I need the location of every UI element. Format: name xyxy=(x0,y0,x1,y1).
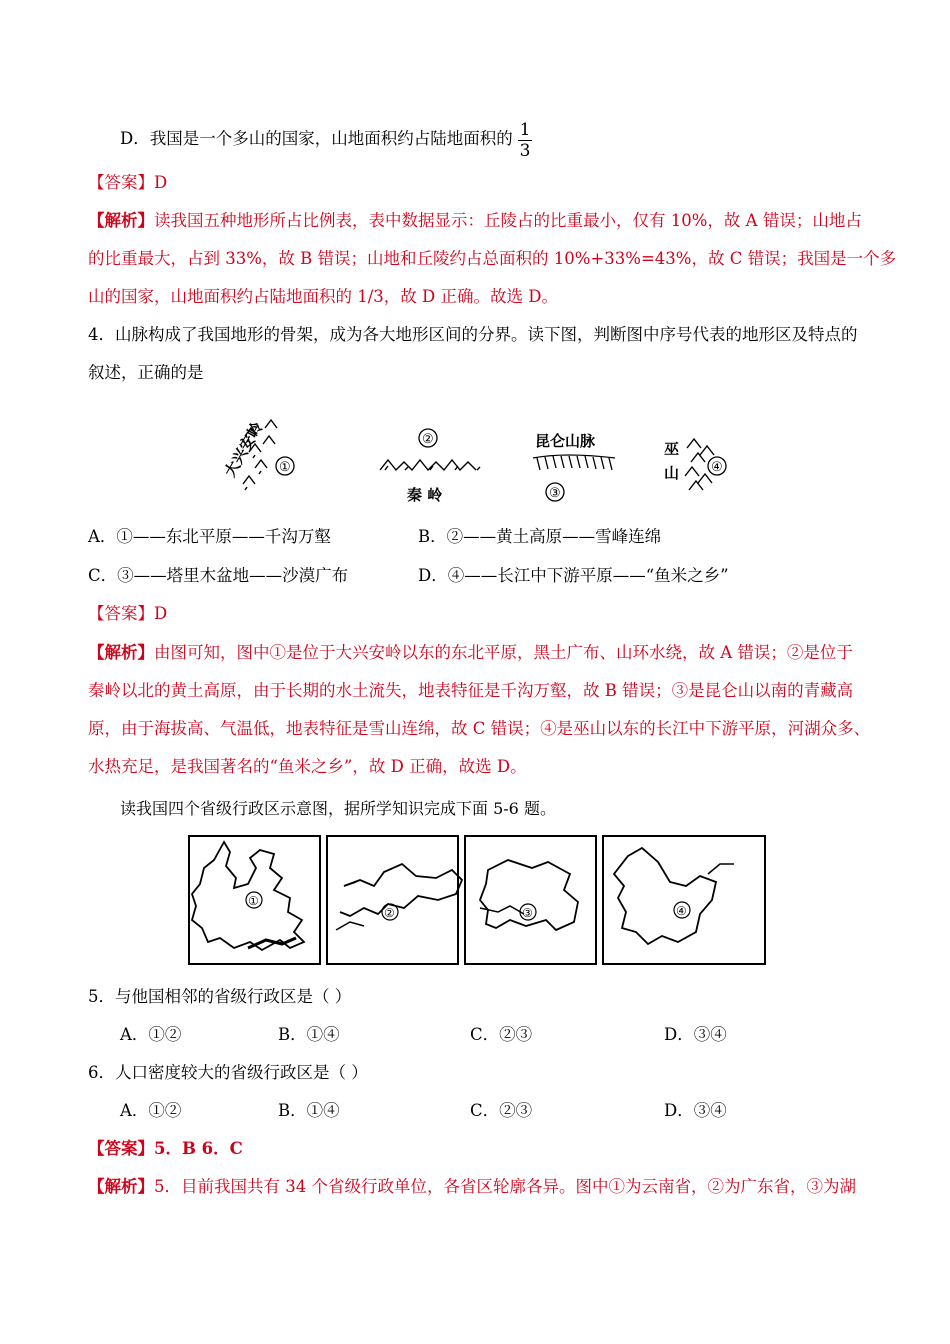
analysis-tag: 【解析】 xyxy=(88,211,154,230)
q5-option-a: A．①② xyxy=(120,1025,182,1044)
q4-analysis-line-4: 水热充足，是我国著名的“鱼米之乡”，故 D 正确，故选 D。 xyxy=(88,757,527,776)
analysis-tag: 【解析】 xyxy=(88,1177,154,1196)
label-n4: ④ xyxy=(711,460,723,475)
q3-analysis-line-1: 【解析】读我国五种地形所占比例表，表中数据显示：丘陵占的比重最小，仅有 10%，故 A 错误；山地占 xyxy=(88,211,862,230)
q4-option-c: C．③——塔里木盆地——沙漠广布 xyxy=(88,566,349,585)
map-label-1: ① xyxy=(248,894,259,908)
map-label-4: ④ xyxy=(676,904,687,918)
map-label-3: ③ xyxy=(522,906,533,920)
province-maps-figure xyxy=(188,834,768,968)
wushan-label-1: 巫 xyxy=(664,440,680,458)
q4-analysis-line-1: 【解析】由图可知，图中①是位于大兴安岭以东的东北平原，黑土广布、山环水绕，故 A 错误；②是位于 xyxy=(88,643,853,662)
q6-stem: 6．人口密度较大的省级行政区是（ ） xyxy=(88,1063,368,1082)
q4-option-a: A．①——东北平原——千沟万壑 xyxy=(88,527,331,546)
qinling-symbol xyxy=(380,460,480,470)
label-n2: ② xyxy=(422,432,434,447)
q5-stem: 5．与他国相邻的省级行政区是（ ） xyxy=(88,987,352,1006)
q6-option-a: A．①② xyxy=(120,1101,182,1120)
label-n3: ③ xyxy=(549,486,561,501)
wushan-label-2: 山 xyxy=(664,464,680,482)
q56-intro: 读我国四个省级行政区示意图，据所学知识完成下面 5-6 题。 xyxy=(120,799,556,818)
q5-option-d: D．③④ xyxy=(664,1025,727,1044)
q4-analysis-line-2: 秦岭以北的黄土高原，由于长期的水土流失，地表特征是千沟万壑，故 B 错误；③是昆仑山以南的青藏高 xyxy=(88,681,854,700)
kunlun-label: 昆仑山脉 xyxy=(535,432,596,450)
q56-analysis-line-1: 【解析】5．目前我国共有 34 个省级行政单位，各省区轮廓各异。图中①为云南省，②为广东省，③为湖 xyxy=(88,1177,856,1196)
label-n1: ① xyxy=(279,460,291,475)
q6-option-d: D．③④ xyxy=(664,1101,727,1120)
q56-answer: 【答案】5．B 6．C xyxy=(88,1139,243,1158)
heilongjiang-outline xyxy=(614,848,716,944)
map-label-2: ② xyxy=(384,906,395,920)
q5-option-b: B．①④ xyxy=(278,1025,340,1044)
qinling-label: 秦 岭 xyxy=(407,486,443,504)
q3-analysis-line-3: 山的国家，山地面积约占陆地面积的 1/3，故 D 正确。故选 D。 xyxy=(88,287,558,306)
q4-analysis-line-3: 原，由于海拔高、气温低，地表特征是雪山连绵，故 C 错误；④是巫山以东的长江中下游平原，河湖众多、 xyxy=(88,719,871,738)
mountain-ranges-figure xyxy=(215,408,735,508)
map-frame-4 xyxy=(603,836,765,964)
q6-option-b: B．①④ xyxy=(278,1101,340,1120)
analysis-tag: 【解析】 xyxy=(88,643,154,662)
q6-option-c: C．②③ xyxy=(470,1101,533,1120)
guangdong-outline xyxy=(340,864,462,916)
fraction-denominator: 3 xyxy=(519,141,531,161)
fraction-one-third xyxy=(518,121,532,160)
q4-option-b: B．②——黄土高原——雪峰连绵 xyxy=(418,527,662,546)
q4-stem-line-2: 叙述，正确的是 xyxy=(88,363,204,382)
q5-option-c: C．②③ xyxy=(470,1025,533,1044)
q3-analysis-line-2: 的比重最大，占到 33%，故 B 错误；山地和丘陵约占总面积的 10%+33%=43%，故 C 错误；我国是一个多 xyxy=(88,249,897,268)
q3-answer: 【答案】D xyxy=(88,173,168,192)
daxinganling-label: 大兴安岭 xyxy=(220,419,267,480)
q4-answer: 【答案】D xyxy=(88,604,168,623)
kunlun-symbol xyxy=(533,455,615,470)
q4-stem-line-1: 4．山脉构成了我国地形的骨架，成为各大地形区间的分界。读下图，判断图中序号代表的地形区及特点的 xyxy=(88,325,858,344)
fraction-numerator: 1 xyxy=(519,120,531,140)
wushan-symbol xyxy=(685,439,714,490)
q3-option-d: D．我国是一个多山的国家，山地面积约占陆地面积的 xyxy=(120,129,513,148)
q4-option-d: D．④——长江中下游平原——“鱼米之乡” xyxy=(418,566,729,585)
